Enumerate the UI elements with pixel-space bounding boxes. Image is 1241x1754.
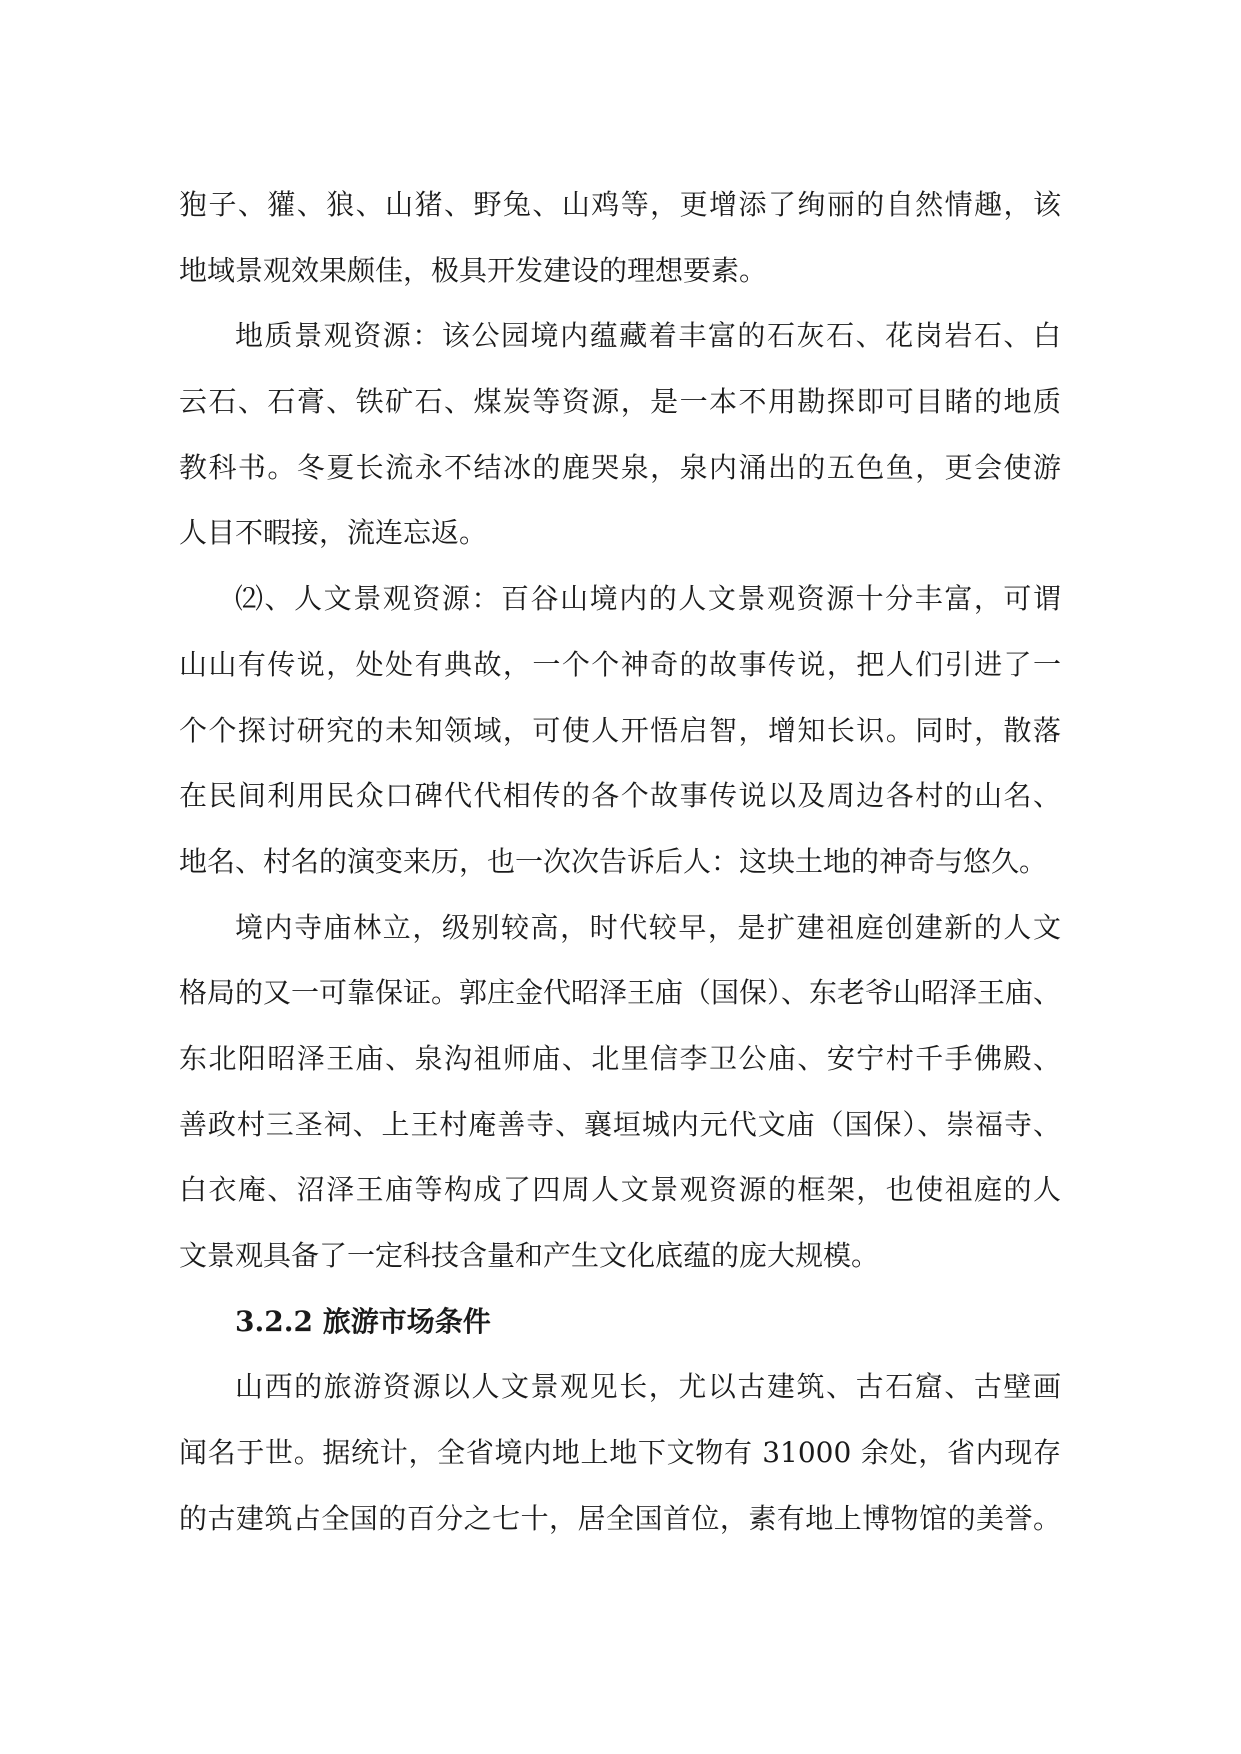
text-line: 教科书。冬夏长流永不结冰的鹿哭泉，泉内涌出的五色鱼，更会使游 — [179, 450, 1061, 484]
text-line: 白衣庵、沼泽王庙等构成了四周人文景观资源的框架，也使祖庭的人 — [179, 1173, 1061, 1207]
text-line: 闻名于世。据统计，全省境内地上地下文物有 31000 余处，省内现存 — [179, 1436, 1061, 1470]
text-line: 云石、石膏、铁矿石、煤炭等资源，是一本不用勘探即可目睹的地质 — [179, 385, 1061, 419]
paragraph-wildlife — [179, 172, 1061, 303]
text-line: 山西的旅游资源以人文景观见长，尤以古建筑、古石窟、古壁画 — [235, 1370, 1061, 1404]
text-line: 在民间利用民众口碑代代相传的各个故事传说以及周边各村的山名、 — [179, 779, 1061, 813]
paragraph-geology — [179, 303, 1061, 566]
section-heading: 3.2.2 旅游市场条件 — [235, 1304, 491, 1338]
paragraph-humanities — [179, 566, 1061, 894]
text-line: 狍子、獾、狼、山猪、野兔、山鸡等，更增添了绚丽的自然情趣，该 — [179, 188, 1061, 221]
text-line: 境内寺庙林立，级别较高，时代较早，是扩建祖庭创建新的人文 — [235, 910, 1061, 944]
paragraph-temples — [179, 895, 1061, 1289]
text-line: 善政村三圣祠、上王村庵善寺、襄垣城内元代文庙（国保）、崇福寺、 — [179, 1107, 1061, 1141]
document-body — [179, 172, 1061, 1551]
text-line: 山山有传说，处处有典故，一个个神奇的故事传说，把人们引进了一 — [179, 647, 1061, 681]
text-line: 格局的又一可靠保证。郭庄金代昭泽王庙（国保）、东老爷山昭泽王庙、 — [179, 976, 1062, 1010]
text-line: 的古建筑占全国的百分之七十，居全国首位，素有地上博物馆的美誉。 — [179, 1501, 1061, 1535]
text-line: ⑵、人文景观资源：百谷山境内的人文景观资源十分丰富，可谓 — [235, 582, 1061, 616]
text-line: 文景观具备了一定科技含量和产生文化底蕴的庞大规模。 — [179, 1239, 880, 1272]
text-line: 个个探讨研究的未知领域，可使人开悟启智，增知长识。同时，散落 — [179, 713, 1061, 747]
text-line: 地名、村名的演变来历，也一次次告诉后人：这块土地的神奇与悠久。 — [179, 844, 1048, 878]
text-line: 人目不暇接，流连忘返。 — [179, 516, 488, 550]
text-line: 地域景观效果颇佳，极具开发建设的理想要素。 — [179, 253, 768, 287]
paragraph-tourism-market — [179, 1354, 1061, 1551]
text-line: 东北阳昭泽王庙、泉沟祖师庙、北里信李卫公庙、安宁村千手佛殿、 — [179, 1041, 1061, 1075]
text-line: 地质景观资源：该公园境内蕴藏着丰富的石灰石、花岗岩石、白 — [235, 319, 1061, 353]
